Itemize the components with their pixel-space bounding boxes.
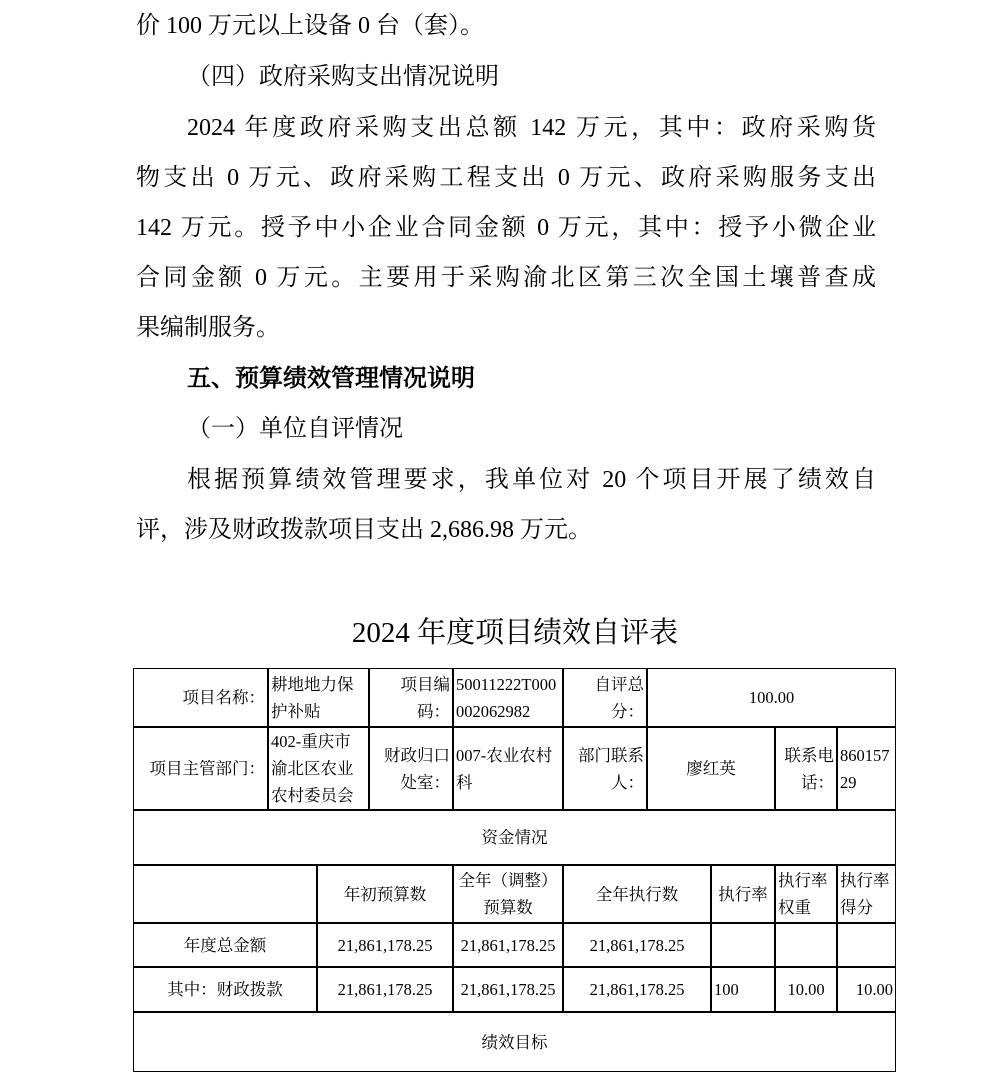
paragraph-line: 根据预算绩效管理要求，我单位对 20 个项目开展了绩效自 xyxy=(187,467,876,493)
initial-budget: 21,861,178.25 xyxy=(337,935,433,955)
project-name: 耕地地力保护补贴 xyxy=(271,674,354,721)
dept-label: 项目主管部门： xyxy=(149,759,265,778)
col-header: 执行率 xyxy=(718,884,768,904)
executed-amount: 21,861,178.25 xyxy=(589,980,685,999)
col-header: 年初预算数 xyxy=(343,884,427,904)
subheading: （四）政府采购支出情况说明 xyxy=(187,64,499,90)
paragraph-line: 价 100 万元以上设备 0 台（套）。 xyxy=(136,13,484,39)
phone: 86015729 xyxy=(840,745,890,792)
contact-label: 部门联系人： xyxy=(578,745,644,792)
adjusted-budget: 21,861,178.25 xyxy=(460,980,556,999)
phone-label: 联系电话： xyxy=(784,745,834,792)
executed-amount: 21,861,178.25 xyxy=(589,935,685,955)
row-label: 其中：财政拨款 xyxy=(167,980,283,999)
initial-budget: 21,861,178.25 xyxy=(337,980,433,999)
project-code: 50011222T000002062982 xyxy=(456,674,557,721)
rate-score: 10.00 xyxy=(855,980,893,999)
contact-name: 廖红英 xyxy=(686,759,736,778)
finance-label: 财政归口处室： xyxy=(384,745,450,792)
adjusted-budget: 21,861,178.25 xyxy=(460,935,556,955)
dept: 402-重庆市渝北区农业农村委员会 xyxy=(271,732,354,805)
paragraph-line: 评，涉及财政拨款项目支出 2,686.98 万元。 xyxy=(136,517,592,543)
row-label: 年度总金额 xyxy=(183,935,267,955)
paragraph-line: 142 万元。授予中小企业合同金额 0 万元，其中：授予小微企业 xyxy=(136,215,876,241)
score-label: 自评总分： xyxy=(594,674,644,721)
paragraph-line: 物支出 0 万元、政府采购工程支出 0 万元、政府采购服务支出 xyxy=(136,165,876,191)
table-title: 2024 年度项目绩效自评表 xyxy=(351,617,679,649)
paragraph-line: 合同金额 0 万元。主要用于采购渝北区第三次全国土壤普查成 xyxy=(136,265,876,291)
paragraph-line: 2024 年度政府采购支出总额 142 万元，其中：政府采购货 xyxy=(187,115,876,141)
paragraph-line: 果编制服务。 xyxy=(136,315,280,341)
total-score: 100.00 xyxy=(748,688,795,707)
col-header: 全年执行数 xyxy=(595,884,679,904)
execution-rate: 100 xyxy=(714,980,739,999)
section-heading: 五、预算绩效管理情况说明 xyxy=(187,366,475,392)
col-header: 执行率得分 xyxy=(840,871,890,917)
col-header: 执行率权重 xyxy=(778,871,828,917)
project-code-label: 项目编码： xyxy=(400,674,450,721)
funds-header: 资金情况 xyxy=(481,828,548,847)
subheading: （一）单位自评情况 xyxy=(187,416,403,442)
project-name-label: 项目名称： xyxy=(182,688,265,707)
col-header: 全年（调整）预算数 xyxy=(458,871,558,917)
goals-header: 绩效目标 xyxy=(481,1032,548,1052)
rate-weight: 10.00 xyxy=(787,980,825,999)
empty-cell xyxy=(133,865,317,923)
finance-office: 007-农业农村科 xyxy=(456,745,553,792)
